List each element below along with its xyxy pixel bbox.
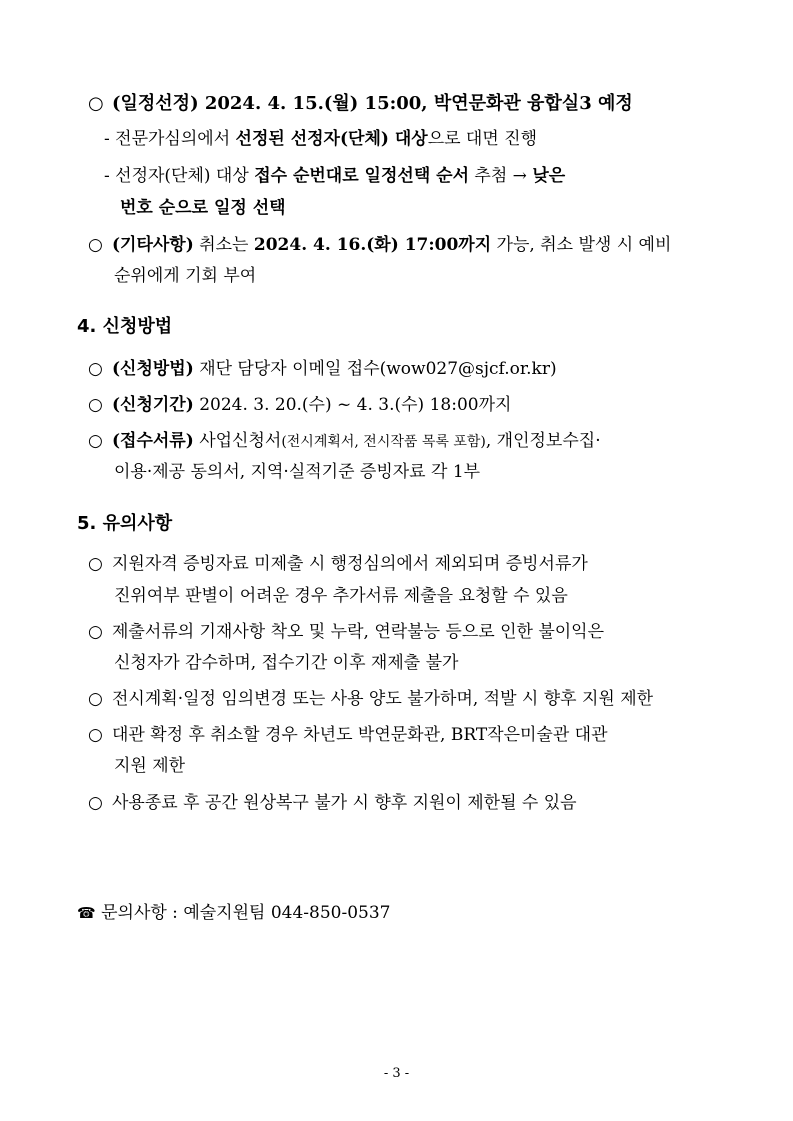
apply-docs-text-end: , 개인정보수집· (485, 431, 601, 451)
contact-text: 문의사항 : 예술지원팀 044-850-0537 (101, 903, 391, 923)
bullet-circle: ○ (88, 689, 103, 709)
apply-method-item (88, 357, 557, 381)
bullet-circle: ○ (88, 622, 103, 642)
bullet-circle: ○ (88, 395, 103, 415)
bullet-circle: ○ (88, 431, 103, 451)
schedule-sub2-text: 선정자(단체) 대상 (115, 166, 249, 186)
bullet-circle: ○ (88, 793, 103, 813)
note-item (88, 791, 577, 815)
schedule-subitem-2-cont: 번호 순으로 일정 선택 (120, 198, 286, 218)
apply-docs-small: (전시계획서, 전시작품 목록 포함) (281, 434, 486, 450)
page-number: - 3 - (383, 1066, 410, 1081)
schedule-subitem-1 (104, 127, 537, 151)
apply-period-label: (신청기간) (112, 395, 194, 415)
misc-label: (기타사항) (112, 235, 194, 255)
bullet-circle: ○ (88, 235, 103, 255)
apply-method-text: 재단 담당자 이메일 접수(wow027@sjcf.or.kr) (199, 359, 557, 379)
misc-text-end: 가능, 취소 발생 시 예비 (496, 235, 672, 255)
phone-icon: ☎ (77, 904, 96, 922)
note-item-cont: 신청자가 감수하며, 접수기간 이후 재제출 불가 (114, 653, 459, 673)
note-item-cont: 진위여부 판별이 어려운 경우 추가서류 제출을 요청할 수 있음 (114, 586, 568, 606)
dash-marker: - (104, 166, 110, 186)
schedule-sub2-text-end: 추첨 → (474, 166, 527, 186)
section-heading-notes: 5. 유의사항 (77, 513, 173, 534)
note-item-cont: 지원 제한 (114, 756, 186, 776)
apply-docs-item (88, 429, 601, 454)
note-text: 사용종료 후 공간 원상복구 불가 시 향후 지원이 제한될 수 있음 (112, 793, 577, 813)
note-text: 전시계획·일정 임의변경 또는 사용 양도 불가하며, 적발 시 향후 지원 제한 (112, 689, 654, 709)
note-item (88, 723, 608, 747)
note-text: 대관 확정 후 취소할 경우 차년도 박연문화관, BRT작은미술관 대관 (112, 725, 608, 745)
apply-period-item (88, 393, 511, 417)
schedule-sub2-bold: 접수 순번대로 일정선택 순서 (254, 166, 470, 186)
bullet-circle: ○ (88, 725, 103, 745)
note-item (88, 687, 653, 711)
schedule-title: (일정선정) 2024. 4. 15.(월) 15:00, 박연문화관 융합실3 예정 (112, 93, 633, 114)
note-text: 지원자격 증빙자료 미제출 시 행정심의에서 제외되며 증빙서류가 (112, 554, 588, 574)
schedule-item (88, 92, 633, 116)
bullet-circle: ○ (88, 93, 104, 114)
note-text: 제출서류의 기재사항 착오 및 누락, 연락불능 등으로 인한 불이익은 (112, 622, 605, 642)
schedule-sub1-text-end: 으로 대면 진행 (427, 129, 538, 149)
misc-deadline: 2024. 4. 16.(화) 17:00까지 (253, 235, 492, 255)
schedule-subitem-2 (104, 164, 565, 188)
schedule-sub1-bold: 선정된 선정자(단체) 대상 (235, 129, 428, 149)
bullet-circle: ○ (88, 359, 103, 379)
misc-text: 취소는 (199, 235, 249, 255)
bullet-circle: ○ (88, 554, 103, 574)
note-item (88, 620, 604, 644)
misc-item (88, 233, 671, 257)
apply-period-text: 2024. 3. 20.(수) ~ 4. 3.(수) 18:00까지 (199, 395, 512, 415)
section-heading-apply: 4. 신청방법 (77, 316, 173, 337)
schedule-sub1-text: 전문가심의에서 (115, 129, 231, 149)
apply-docs-label: (접수서류) (112, 431, 194, 451)
schedule-sub2-bold-end: 낮은 (532, 166, 566, 186)
apply-docs-text: 사업신청서 (199, 431, 282, 451)
dash-marker: - (104, 129, 110, 149)
contact-line (77, 901, 390, 925)
apply-docs-item-cont: 이용·제공 동의서, 지역·실적기준 증빙자료 각 1부 (114, 462, 481, 482)
misc-item-cont: 순위에게 기회 부여 (114, 266, 257, 286)
apply-method-label: (신청방법) (112, 359, 194, 379)
note-item (88, 552, 588, 576)
